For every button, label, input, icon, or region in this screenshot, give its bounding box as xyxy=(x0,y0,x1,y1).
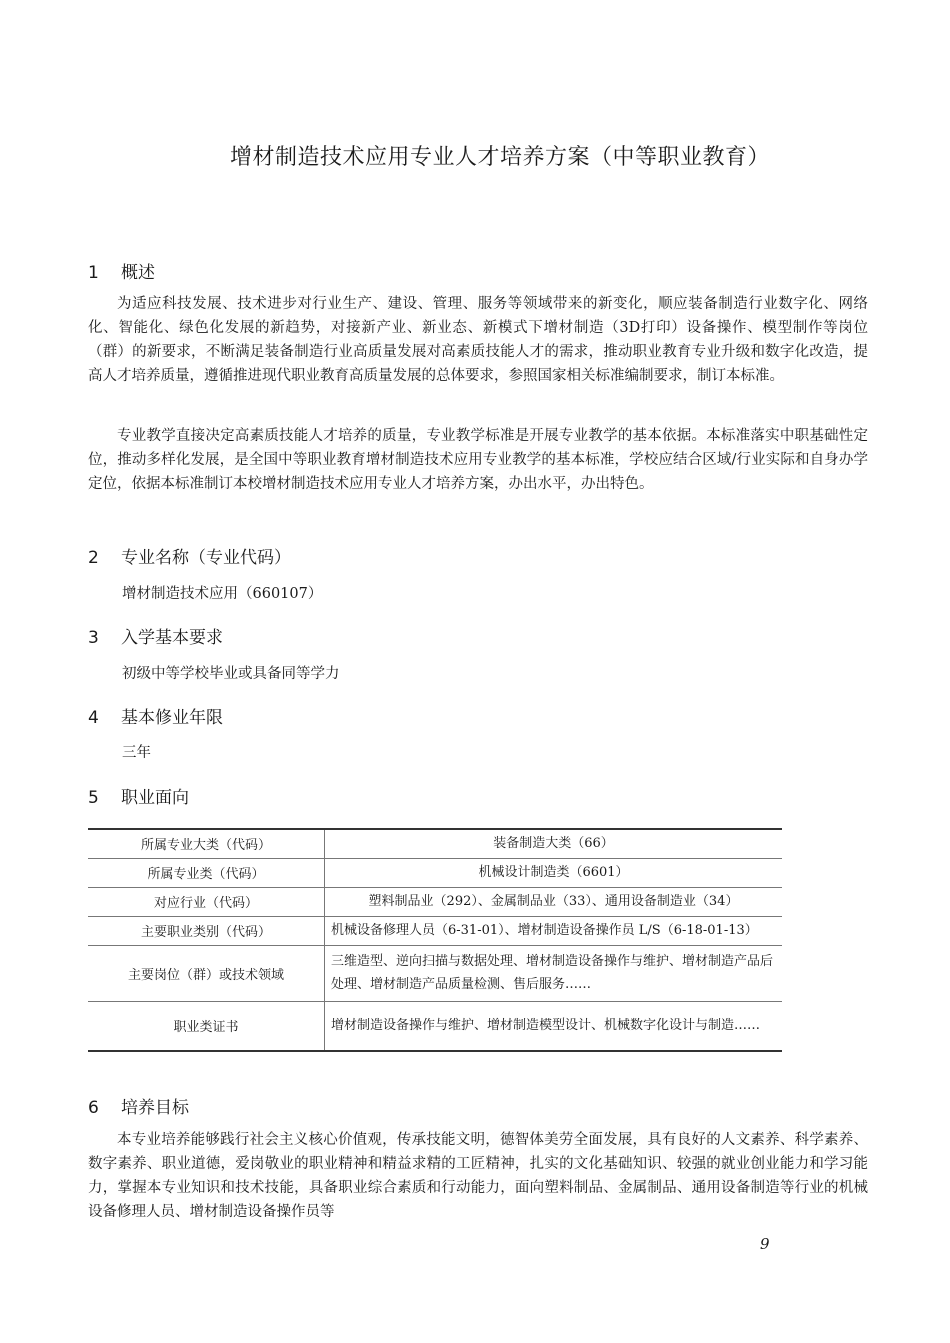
table-row xyxy=(88,858,782,887)
table-key-cell: 对应行业（代码） xyxy=(88,887,325,916)
career-orientation-table xyxy=(88,828,782,1052)
page-number: 9 xyxy=(760,1235,770,1253)
section-number: 1 xyxy=(88,263,99,283)
section-title: 职业面向 xyxy=(121,788,189,808)
table-value-cell: 机械设备修理人员（6-31-01）、增材制造设备操作员 L/S（6-18-01-13） xyxy=(325,916,783,945)
table-value-cell: 三维造型、逆向扫描与数据处理、增材制造设备操作与维护、增材制造产品后处理、增材制造产品质量检测、售后服务…… xyxy=(325,945,783,1001)
table-key-cell: 职业类证书 xyxy=(88,1001,325,1051)
admission-requirement: 初级中等学校毕业或具备同等学力 xyxy=(122,666,340,682)
section-title: 基本修业年限 xyxy=(121,708,223,728)
major-name-code: 增材制造技术应用（660107） xyxy=(122,586,323,602)
table-row xyxy=(88,916,782,945)
table-value-cell: 装备制造大类（66） xyxy=(325,829,783,858)
table-key-cell: 所属专业大类（代码） xyxy=(88,829,325,858)
section-6-heading xyxy=(88,1093,189,1118)
table-row xyxy=(88,945,782,1001)
section-title: 概述 xyxy=(121,263,155,283)
section-title: 入学基本要求 xyxy=(121,628,223,648)
table-key-cell: 主要岗位（群）或技术领域 xyxy=(88,945,325,1001)
section-1-heading xyxy=(88,258,155,283)
study-duration: 三年 xyxy=(122,745,151,761)
section-number: 4 xyxy=(88,708,99,728)
document-title: 增材制造技术应用专业人才培养方案（中等职业教育） xyxy=(229,145,770,170)
section-title: 专业名称（专业代码） xyxy=(121,548,291,568)
section-2-heading xyxy=(88,543,291,568)
section-number: 2 xyxy=(88,548,99,568)
table-value-cell: 塑料制品业（292）、金属制品业（33）、通用设备制造业（34） xyxy=(325,887,783,916)
section-number: 5 xyxy=(88,788,99,808)
table-value-cell: 机械设计制造类（6601） xyxy=(325,858,783,887)
section-number: 3 xyxy=(88,628,99,648)
section-3-heading xyxy=(88,623,223,648)
table-row xyxy=(88,1001,782,1051)
table-value-cell: 增材制造设备操作与维护、增材制造模型设计、机械数字化设计与制造…… xyxy=(331,1018,761,1034)
table-key-cell: 主要职业类别（代码） xyxy=(88,916,325,945)
section-6-paragraph-1: 本专业培养能够践行社会主义核心价值观，传承技能文明，德智体美劳全面发展，具有良好的人文素养、科学素养、数字素养、职业道德，爱岗敬业的职业精神和精益求精的工匠精神，扎实的文化基础知识、较强的就业创业能力和学习能力，掌握本专业知识和技术技能，具备职业综合素质和行动能力，面向塑料制品、金属制品、通用设备制造等行业的机械设备修理人员、增材制造设备操作员等 xyxy=(88,1132,868,1220)
section-4-heading xyxy=(88,703,223,728)
section-1-paragraph-2: 专业教学直接决定高素质技能人才培养的质量，专业教学标准是开展专业教学的基本依据。本标准落实中职基础性定位，推动多样化发展，是全国中等职业教育增材制造技术应用专业教学的基本标准，学校应结合区域/行业实际和自身办学定位，依据本标准制订本校增材制造技术应用专业人才培养方案，办出水平，办出特色。 xyxy=(88,428,868,492)
table-row xyxy=(88,829,782,858)
section-number: 6 xyxy=(88,1098,99,1118)
section-title: 培养目标 xyxy=(121,1098,189,1118)
section-1-paragraph-1: 为适应科技发展、技术进步对行业生产、建设、管理、服务等领域带来的新变化，顺应装备制造行业数字化、网络化、智能化、绿色化发展的新趋势，对接新产业、新业态、新模式下增材制造（3D打印）设备操作、模型制作等岗位（群）的新要求，不断满足装备制造行业高质量发展对高素质技能人才的需求，推动职业教育专业升级和数字化改造，提高人才培养质量，遵循推进现代职业教育高质量发展的总体要求，参照国家相关标准编制要求，制订本标准。 xyxy=(88,296,868,384)
table-key-cell: 所属专业类（代码） xyxy=(88,858,325,887)
table-row xyxy=(88,887,782,916)
section-5-heading xyxy=(88,783,189,808)
